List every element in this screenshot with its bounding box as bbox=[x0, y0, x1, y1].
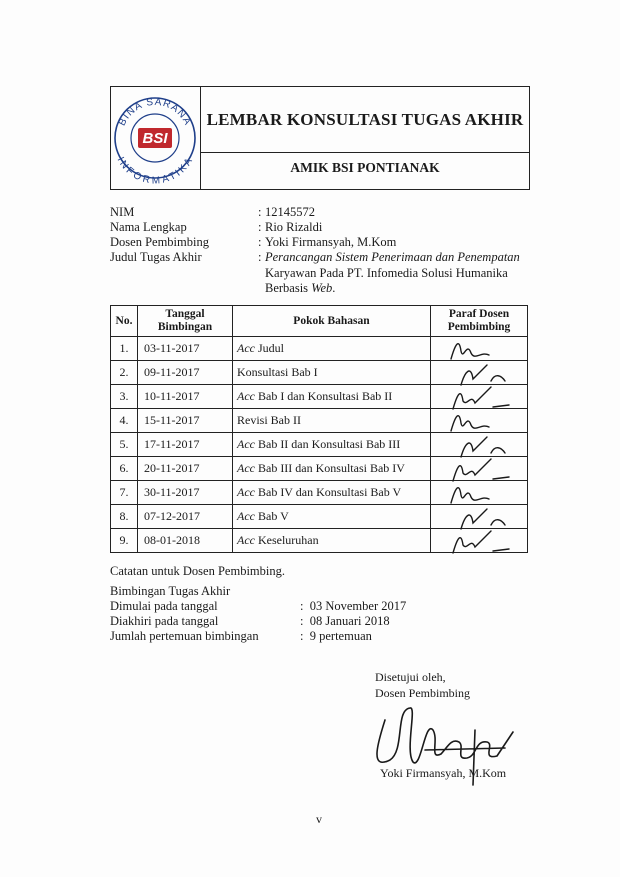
advisor-role: Dosen Pembimbing bbox=[375, 686, 470, 700]
row-date: 30-11-2017 bbox=[138, 481, 233, 505]
row-no: 6. bbox=[111, 457, 138, 481]
logo-ring-top-text: BINA SARANA bbox=[116, 96, 194, 128]
logo-text: BSI bbox=[142, 130, 168, 147]
row-no: 4. bbox=[111, 409, 138, 433]
row-date: 17-11-2017 bbox=[138, 433, 233, 457]
row-no: 9. bbox=[111, 529, 138, 553]
row-no: 1. bbox=[111, 337, 138, 361]
svg-text:BINA SARANA bbox=[117, 97, 193, 128]
thesis-title-line1: Perancangan Sistem Penerimaan dan Penempatan bbox=[265, 250, 520, 264]
thesis-title-label: Judul Tugas Akhir bbox=[110, 250, 202, 264]
row-topic: Konsultasi Bab I bbox=[233, 361, 431, 385]
row-topic: Revisi Bab II bbox=[233, 409, 431, 433]
row-date: 03-11-2017 bbox=[138, 337, 233, 361]
table-row bbox=[111, 529, 528, 553]
consultation-table bbox=[110, 305, 528, 553]
institution-name: AMIK BSI PONTIANAK bbox=[290, 160, 440, 175]
row-paraf bbox=[431, 529, 528, 553]
acc-mark: Acc bbox=[237, 437, 255, 451]
start-label: Dimulai pada tanggal bbox=[110, 599, 218, 613]
row-no: 3. bbox=[111, 385, 138, 409]
count-value: : 9 pertemuan bbox=[300, 629, 372, 643]
logo-ring-bottom-text: INFORMATIKA bbox=[114, 155, 196, 184]
row-date: 08-01-2018 bbox=[138, 529, 233, 553]
row-date: 20-11-2017 bbox=[138, 457, 233, 481]
row-topic: Acc Bab II dan Konsultasi Bab III bbox=[233, 433, 431, 457]
acc-mark: Acc bbox=[237, 341, 255, 355]
row-date: 10-11-2017 bbox=[138, 385, 233, 409]
row-topic: Acc Bab V bbox=[233, 505, 431, 529]
document-title: LEMBAR KONSULTASI TUGAS AKHIR bbox=[206, 110, 524, 129]
row-no: 7. bbox=[111, 481, 138, 505]
notes-catatan: Catatan untuk Dosen Pembimbing. bbox=[110, 564, 285, 578]
acc-mark: Acc bbox=[237, 461, 255, 475]
page-number: v bbox=[316, 812, 322, 826]
row-no: 8. bbox=[111, 505, 138, 529]
col-no: No. bbox=[111, 306, 138, 337]
approved-by: Disetujui oleh, bbox=[375, 670, 446, 684]
end-value: : 08 Januari 2018 bbox=[300, 614, 390, 628]
row-topic: Acc Bab IV dan Konsultasi Bab V bbox=[233, 481, 431, 505]
row-date: 09-11-2017 bbox=[138, 361, 233, 385]
advisor-name: Yoki Firmansyah, M.Kom bbox=[380, 766, 507, 780]
row-topic: Acc Bab I dan Konsultasi Bab II bbox=[233, 385, 431, 409]
nim-label: NIM bbox=[110, 205, 135, 219]
thesis-title-line2: Karyawan Pada PT. Infomedia Solusi Humanika bbox=[265, 266, 508, 280]
count-label: Jumlah pertemuan bimbingan bbox=[110, 629, 259, 643]
acc-mark: Acc bbox=[237, 509, 255, 523]
paraf-signature bbox=[431, 523, 527, 557]
name-label: Nama Lengkap bbox=[110, 220, 187, 234]
name-value: Rio Rizaldi bbox=[265, 220, 323, 234]
acc-mark: Acc bbox=[237, 389, 255, 403]
row-topic: Acc Judul bbox=[233, 337, 431, 361]
acc-mark: Acc bbox=[237, 533, 255, 547]
row-no: 5. bbox=[111, 433, 138, 457]
student-info: NIM : 12145572 Nama Lengkap : Rio Rizaldi Dosen Pembimbing : Yoki Firmansyah, M.Kom Judul Tugas Akhir : Perancangan Sistem Penerimaan dan Penempatan Karyawan Pada PT. Infomedia Solusi Humanika Berbasis Web. bbox=[110, 205, 520, 295]
end-label: Diakhiri pada tanggal bbox=[110, 614, 219, 628]
col-paraf: Paraf Dosen Pembimbing bbox=[431, 306, 528, 337]
acc-mark: Acc bbox=[237, 485, 255, 499]
svg-text:INFORMATIKA bbox=[115, 155, 196, 184]
row-no: 2. bbox=[111, 361, 138, 385]
advisor-label: Dosen Pembimbing bbox=[110, 235, 209, 249]
col-date: Tanggal Bimbingan bbox=[138, 306, 233, 337]
row-topic: Acc Bab III dan Konsultasi Bab IV bbox=[233, 457, 431, 481]
header-divider-horizontal bbox=[200, 152, 530, 153]
bsi-logo bbox=[112, 92, 198, 184]
advisor-value: Yoki Firmansyah, M.Kom bbox=[265, 235, 397, 249]
row-date: 07-12-2017 bbox=[138, 505, 233, 529]
nim-value: 12145572 bbox=[265, 205, 315, 219]
row-date: 15-11-2017 bbox=[138, 409, 233, 433]
row-topic: Acc Keseluruhan bbox=[233, 529, 431, 553]
start-value: : 03 November 2017 bbox=[300, 599, 407, 613]
col-topic: Pokok Bahasan bbox=[233, 306, 431, 337]
notes-bimbingan: Bimbingan Tugas Akhir bbox=[110, 584, 231, 598]
thesis-title-line3: Berbasis Web. bbox=[265, 281, 336, 295]
